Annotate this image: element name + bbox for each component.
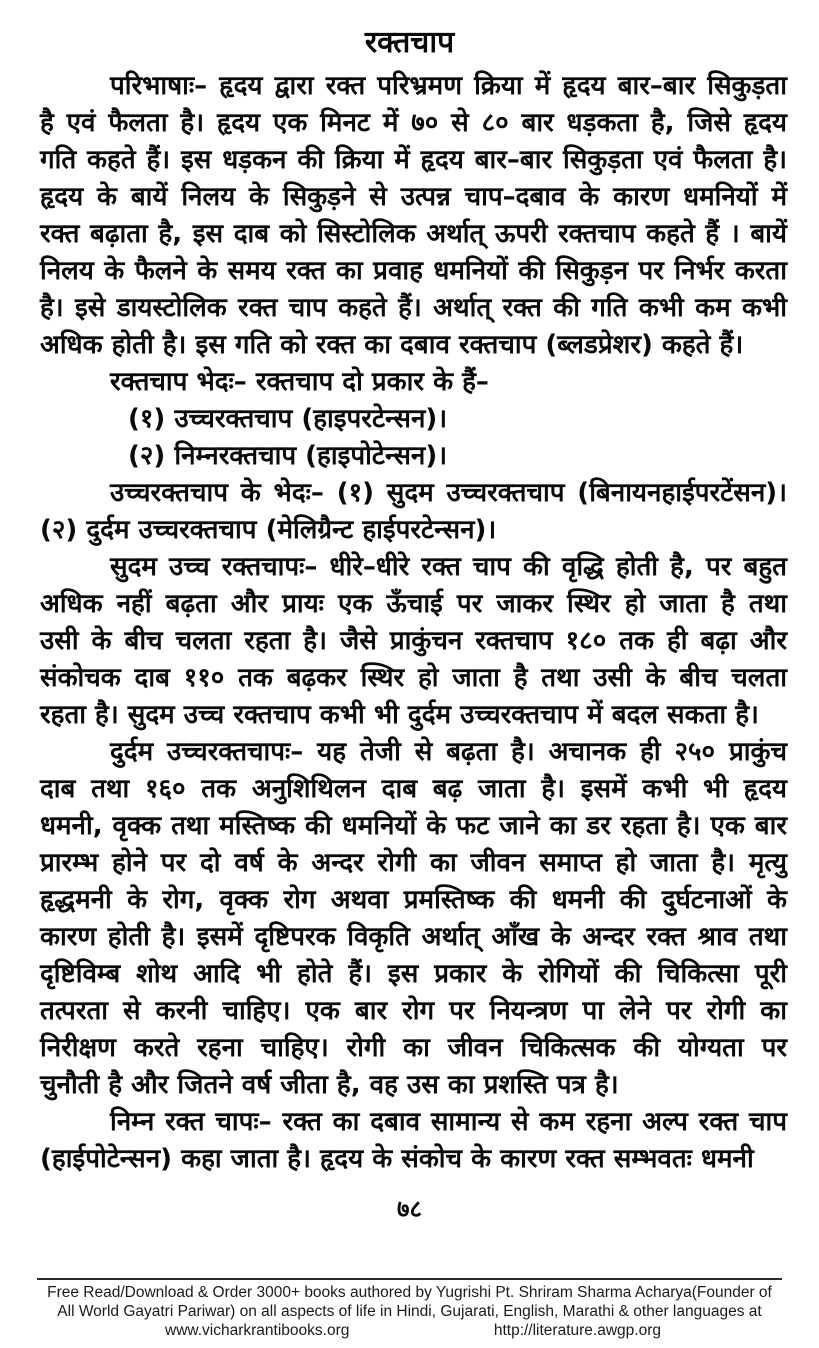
line-text: प्रारम्भ होने पर दो वर्ष के अन्दर रोगी का जीवन समाप्त हो जाता है। मृत्यु [40,848,787,878]
text-line [40,142,787,179]
text-line [40,697,787,734]
line-text: दाब तथा १६० तक अनुशिथिलन दाब बढ़ जाता है। इसमें कभी भी हृदय [40,774,787,804]
text-line [40,179,787,216]
footer-text-line-1: Free Read/Download & Order 3000+ books authored by Yugrishi Pt. Shriram Sharma Acharya(Founder of [47,1284,772,1301]
line-text: यह तेजी से बढ़ता है। अचानक ही २५० प्राकुंच [317,737,787,767]
line-heading: दुर्दम उच्चरक्तचापः– [110,737,318,767]
page-title: रक्तचाप [364,25,455,60]
text-line [40,1030,787,1067]
document-body [40,68,787,1178]
line-text: उसी के बीच चलता रहता है। जैसे प्राकुंचन रक्तचाप १८० तक ही बढ़ा और [40,626,787,656]
text-line [40,512,787,549]
line-text: रक्तचाप दो प्रकार के हैं– [255,367,489,397]
text-line [40,845,787,882]
text-line [40,253,787,290]
text-line [40,364,787,401]
line-text: संकोचक दाब ११० तक बढ़कर स्थिर हो जाता है तथा उसी के बीच चलता [40,663,787,693]
footer-divider [37,1278,782,1280]
line-heading: सुदम उच्च रक्तचापः– [110,552,330,582]
text-line [40,475,787,512]
text-line [40,808,787,845]
text-line [40,105,787,142]
line-heading: निम्न रक्त चापः– [110,1107,283,1137]
text-line [40,734,787,771]
link-literature-awgp[interactable]: http://literature.awgp.org [493,1322,661,1339]
text-line [40,919,787,956]
line-text: निलय के फैलने के समय रक्त का प्रवाह धमनियों की सिकुड़न पर निर्भर करता [40,256,787,286]
line-text: है। इसे डायस्टोलिक रक्त चाप कहते हैं। अर्थात् रक्त की गति कभी कम कभी [40,293,787,323]
line-heading: उच्चरक्तचाप के भेदः– [110,478,337,508]
line-heading: रक्तचाप भेदः– [110,367,256,397]
line-text: (२) निम्नरक्तचाप (हाइपोटेन्सन)। [128,441,448,471]
line-text: अधिक नहीं बढ़ता और प्रायः एक ऊँचाई पर जाकर स्थिर हो जाता है तथा [40,589,787,619]
text-line [40,660,787,697]
line-text: अधिक होती है। इस गति को रक्त का दबाव रक्तचाप (ब्लडप्रेशर) कहते हैं। [40,330,744,360]
text-line [40,216,787,253]
text-line [40,882,787,919]
line-text: रहता है। सुदम उच्च रक्तचाप कभी भी दुर्दम उच्चरक्तचाप में बदल सकता है। [40,700,759,730]
text-line [40,771,787,808]
line-text: धीरे–धीरे रक्त चाप की वृद्धि होती है, पर बहुत [329,552,787,582]
text-line [40,327,787,364]
text-line [40,586,787,623]
link-vicharkrantibooks[interactable]: www.vicharkrantibooks.org [165,1322,350,1339]
line-text: निरीक्षण करते रहना चाहिए। रोगी का जीवन चिकित्सक की योग्यता पर [40,1033,787,1063]
text-line [40,549,787,586]
text-line [40,1104,787,1141]
page-number: ७८ [397,1195,422,1223]
footer-links-row [0,1321,819,1340]
text-line [40,623,787,660]
line-text: (२) दुर्दम उच्चरक्तचाप (मेलिग्रैन्ट हाईपरटेन्सन)। [40,515,497,545]
line-text: (१) सुदम उच्चरक्तचाप (बिनायनहाईपरटेंसन)। [336,478,788,508]
line-text: तत्परता से करनी चाहिए। एक बार रोग पर नियन्त्रण पा लेने पर रोगी का [40,996,787,1026]
line-text: रक्त का दबाव सामान्य से कम रहना अल्प रक्त चाप [282,1107,787,1137]
footer-text-line-2: All World Gayatri Pariwar) on all aspects of life in Hindi, Gujarati, English, Marathi & other languages at [57,1303,762,1320]
line-text: हृदय द्वारा रक्त परिभ्रमण क्रिया में हृदय बार–बार सिकुड़ता [219,71,787,101]
text-line [40,438,787,475]
paragraph-4 [40,734,787,1104]
text-line [40,401,787,438]
line-text: (हाईपोटेन्सन) कहा जाता है। हृदय के संकोच के कारण रक्त सम्भवतः धमनी [40,1144,754,1174]
text-line [40,290,787,327]
line-text: चुनौती है और जितने वर्ष जीता है, वह उस का प्रशस्ति पत्र है। [40,1070,619,1100]
paragraph-2 [40,364,787,549]
line-text: कारण होती है। इसमें दृष्टिपरक विकृति अर्थात् आँख के अन्दर रक्त श्राव तथा [40,922,787,952]
line-heading: परिभाषाः– [110,71,220,101]
line-text: दृष्टिविम्ब शोथ आदि भी होते हैं। इस प्रकार के रोगियों की चिकित्सा पूरी [40,959,787,989]
text-line [40,1141,787,1178]
text-line [40,993,787,1030]
line-text: धमनी, वृक्क तथा मस्तिष्क की धमनियों के फट जाने का डर रहता है। एक बार [40,811,787,841]
paragraph-5 [40,1104,787,1178]
line-text: हृदय के बायें निलय के सिकुड़ने से उत्पन्न चाप–दबाव के कारण धमनियों में [40,182,787,212]
line-text: रक्त बढ़ाता है, इस दाब को सिस्टोलिक अर्थात् ऊपरी रक्तचाप कहते हैं । बायें [40,219,787,249]
line-text: (१) उच्चरक्तचाप (हाइपरटेन्सन)। [128,404,448,434]
text-line [40,68,787,105]
line-text: है एवं फैलता है। हृदय एक मिनट में ७० से ८० बार धड़कता है, जिसे हृदय [40,108,787,138]
line-text: हृद्धमनी के रोग, वृक्क रोग अथवा प्रमस्तिष्क की धमनी की दुर्घटनाओं के [40,885,787,915]
line-text: गति कहते हैं। इस धड़कन की क्रिया में हृदय बार–बार सिकुड़ता एवं फैलता है। [40,145,787,175]
paragraph-1 [40,68,787,364]
text-line [40,956,787,993]
text-line [40,1067,787,1104]
paragraph-3 [40,549,787,734]
page-footer [0,1278,819,1340]
